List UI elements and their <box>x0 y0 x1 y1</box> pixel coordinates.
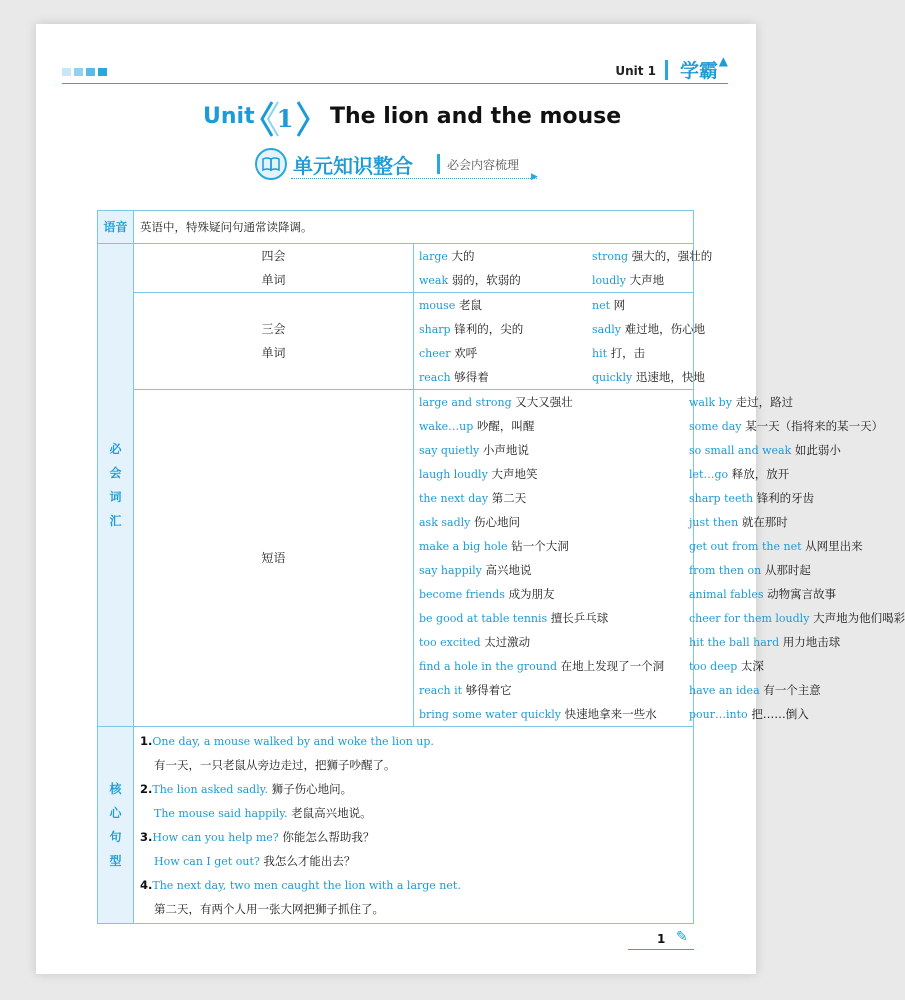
sentence-english: The mouse said happily. <box>154 807 288 820</box>
vocab-entry <box>592 365 785 389</box>
entry-chinese: 难过地，伤心地 <box>624 322 706 336</box>
three-words-label: 三会单词 <box>134 293 414 390</box>
vocab-entry <box>689 390 905 414</box>
entry-chinese: 太过激动 <box>484 635 531 649</box>
entry-english: be good at table tennis <box>419 612 548 625</box>
vocab-entry <box>419 462 689 486</box>
entry-english: loudly <box>592 274 626 287</box>
phonetics-text: 英语中，特殊疑问句通常读降调。 <box>134 211 694 244</box>
vocab-entry <box>419 365 592 389</box>
sentences-label: 核心句型 <box>98 727 134 924</box>
entry-english: so small and weak <box>689 444 792 457</box>
entry-chinese: 打，击 <box>610 346 646 360</box>
vocab-entry <box>592 268 785 292</box>
vocab-entry <box>419 414 689 438</box>
sentence-chinese: 我怎么才能出去？ <box>263 854 356 868</box>
entry-english: large <box>419 250 448 263</box>
section-heading <box>255 148 540 182</box>
vocab-entry <box>592 317 785 341</box>
entry-english: make a big hole <box>419 540 508 553</box>
vocab-entry <box>419 244 592 268</box>
graduation-cap-icon: ▲ <box>718 54 728 68</box>
four-words-label: 四会单词 <box>134 244 414 293</box>
sentence-translation: 第二天，有两个人用一张大网把狮子抓住了。 <box>154 902 384 916</box>
three-words-cell <box>414 293 706 390</box>
knowledge-table <box>97 210 905 924</box>
entry-english: cheer <box>419 347 451 360</box>
vocab-label: 必会词汇 <box>98 244 134 727</box>
entry-english: the next day <box>419 492 489 505</box>
vocab-entry <box>689 558 905 582</box>
vocab-entry <box>419 534 689 558</box>
entry-chinese: 伤心地问 <box>474 515 520 529</box>
sentences-cell <box>134 727 694 924</box>
entry-chinese: 把……倒入 <box>751 707 809 721</box>
vocab-entry <box>689 582 905 606</box>
entry-english: hit the ball hard <box>689 636 780 649</box>
entry-english: just then <box>689 516 739 529</box>
vocab-entry <box>689 462 905 486</box>
header-divider <box>665 60 668 80</box>
entry-english: from then on <box>689 564 762 577</box>
vocab-entry <box>419 558 689 582</box>
vocab-entry <box>419 268 592 292</box>
entry-english: get out from the net <box>689 540 802 553</box>
sentence-line <box>140 873 687 897</box>
entry-chinese: 某一天（指将来的某一天） <box>745 419 884 433</box>
vocab-entry <box>592 293 785 317</box>
entry-chinese: 又大又强壮 <box>515 395 573 409</box>
vocab-entry <box>689 630 905 654</box>
entry-chinese: 大声地笑 <box>491 467 538 481</box>
entry-english: net <box>592 299 611 312</box>
entry-chinese: 就在那时 <box>741 515 788 529</box>
entry-chinese: 弱的，软弱的 <box>451 273 521 287</box>
vocab-entry <box>689 438 905 462</box>
entry-chinese: 高兴地说 <box>485 563 532 577</box>
header-unit-label: Unit 1 <box>615 64 656 78</box>
entry-english: sharp <box>419 323 451 336</box>
sentence-line <box>140 897 687 921</box>
vocab-entry <box>419 702 689 726</box>
entry-english: quickly <box>592 371 633 384</box>
entry-chinese: 大声地为他们喝彩 <box>813 611 905 625</box>
sentence-english: How can I get out? <box>154 855 260 868</box>
page-number: 1 <box>657 932 666 946</box>
entry-english: mouse <box>419 299 456 312</box>
entry-english: say happily <box>419 564 482 577</box>
unit-title <box>0 96 790 142</box>
entry-chinese: 释放，放开 <box>731 467 790 481</box>
sentence-english: The next day, two men caught the lion with a large net. <box>152 879 461 892</box>
entry-chinese: 吵醒，叫醒 <box>476 419 535 433</box>
entry-chinese: 小声地说 <box>482 443 529 457</box>
lesson-title: The lion and the mouse <box>330 104 622 129</box>
vocab-entry <box>689 510 905 534</box>
entry-english: too deep <box>689 660 738 673</box>
arrow-right-icon: ▶ <box>531 172 538 182</box>
pen-icon: ✎ <box>676 929 688 945</box>
entry-chinese: 锋利的牙齿 <box>756 491 815 505</box>
entry-english: walk by <box>689 396 732 409</box>
sentence-chinese: 你能怎么帮助我？ <box>282 830 375 844</box>
sentence-line <box>140 753 687 777</box>
entry-chinese: 强大的，强壮的 <box>631 249 713 263</box>
entry-chinese: 第二天 <box>491 491 527 505</box>
entry-chinese: 迅速地，快地 <box>635 370 705 384</box>
sentence-number: 3. <box>140 830 153 844</box>
entry-english: have an idea <box>689 684 760 697</box>
unit-number: 1 <box>276 104 294 133</box>
vocab-entry <box>419 510 689 534</box>
vocab-entry <box>689 534 905 558</box>
phrases-label: 短语 <box>134 390 414 727</box>
entry-english: find a hole in the ground <box>419 660 557 673</box>
entry-english: animal fables <box>689 588 764 601</box>
vocab-entry <box>689 486 905 510</box>
entry-chinese: 在地上发现了一个洞 <box>560 659 665 673</box>
entry-english: let…go <box>689 468 729 481</box>
four-words-cell <box>414 244 713 293</box>
sentence-chinese: 老鼠高兴地说。 <box>291 806 372 820</box>
entry-english: too excited <box>419 636 481 649</box>
vocab-entry <box>419 582 689 606</box>
entry-chinese: 老鼠 <box>458 298 482 312</box>
entry-chinese: 大的 <box>451 249 475 263</box>
vocab-entry <box>689 702 905 726</box>
entry-chinese: 如此弱小 <box>794 443 841 457</box>
entry-chinese: 快速地拿来一些水 <box>564 707 657 721</box>
sentence-english: How can you help me? <box>152 831 279 844</box>
entry-english: laugh loudly <box>419 468 488 481</box>
entry-chinese: 动物寓言故事 <box>767 587 837 601</box>
section-note: 必会内容梳理 <box>447 158 520 172</box>
sentence-line <box>140 849 687 873</box>
phrases-cell <box>414 390 905 727</box>
footer-line <box>628 949 694 950</box>
sentence-translation: 有一天，一只老鼠从旁边走过，把狮子吵醒了。 <box>154 758 396 772</box>
page-header <box>62 48 728 84</box>
vocab-entry <box>419 606 689 630</box>
entry-english: reach <box>419 371 451 384</box>
entry-english: wake…up <box>419 420 474 433</box>
entry-chinese: 网 <box>613 298 626 312</box>
sentence-english: One day, a mouse walked by and woke the lion up. <box>152 735 434 748</box>
vocab-entry <box>689 654 905 678</box>
entry-english: say quietly <box>419 444 480 457</box>
entry-chinese: 太深 <box>740 659 764 673</box>
vocab-entry <box>689 678 905 702</box>
vocab-entry <box>419 341 592 365</box>
entry-english: weak <box>419 274 449 287</box>
sentence-english: The lion asked sadly. <box>152 783 268 796</box>
entry-english: become friends <box>419 588 505 601</box>
vocab-entry <box>419 678 689 702</box>
unit-number-badge <box>258 100 312 138</box>
sentence-chinese: 狮子伤心地问。 <box>271 782 353 796</box>
unit-word: Unit <box>203 104 255 129</box>
phonetics-label: 语音 <box>98 211 134 244</box>
entry-english: sadly <box>592 323 621 336</box>
sentence-line <box>140 825 687 849</box>
vocab-entry <box>689 414 905 438</box>
entry-chinese: 大声地 <box>629 273 665 287</box>
section-divider <box>437 154 440 174</box>
entry-chinese: 从那时起 <box>764 563 811 577</box>
entry-english: ask sadly <box>419 516 471 529</box>
brand-logo: 学霸 <box>679 60 718 82</box>
entry-chinese: 够得着它 <box>465 683 512 697</box>
section-title: 单元知识整合 <box>293 154 413 178</box>
entry-english: sharp teeth <box>689 492 754 505</box>
entry-english: large and strong <box>419 396 512 409</box>
sentence-number: 1. <box>140 734 153 748</box>
vocab-entry <box>419 630 689 654</box>
entry-chinese: 欢呼 <box>454 346 478 360</box>
sentence-number: 4. <box>140 878 153 892</box>
vocab-entry <box>419 486 689 510</box>
vocab-entry <box>592 244 785 268</box>
entry-chinese: 成为朋友 <box>508 587 555 601</box>
sentence-line <box>140 729 687 753</box>
entry-english: pour…into <box>689 708 748 721</box>
entry-english: cheer for them loudly <box>689 612 810 625</box>
vocab-entry <box>419 438 689 462</box>
entry-chinese: 用力地击球 <box>782 635 841 649</box>
section-underline <box>291 178 537 179</box>
vocab-entry <box>419 390 689 414</box>
entry-english: some day <box>689 420 742 433</box>
sentence-number: 2. <box>140 782 153 796</box>
vocab-entry <box>419 293 592 317</box>
entry-chinese: 擅长乒乓球 <box>550 611 609 625</box>
entry-chinese: 锋利的，尖的 <box>454 322 524 336</box>
entry-english: bring some water quickly <box>419 708 562 721</box>
entry-english: reach it <box>419 684 463 697</box>
vocab-entry <box>419 654 689 678</box>
vocab-entry <box>689 606 905 630</box>
entry-english: strong <box>592 250 629 263</box>
book-icon <box>255 148 287 180</box>
entry-chinese: 走过，路过 <box>735 395 794 409</box>
entry-chinese: 钻一个大洞 <box>511 539 569 553</box>
vocab-entry <box>592 341 785 365</box>
vocab-entry <box>419 317 592 341</box>
entry-chinese: 够得着 <box>454 370 489 384</box>
entry-chinese: 从网里出来 <box>805 539 863 553</box>
entry-english: hit <box>592 347 608 360</box>
entry-chinese: 有一个主意 <box>763 683 821 697</box>
sentence-line <box>140 801 687 825</box>
header-decoration <box>62 68 107 76</box>
sentence-line <box>140 777 687 801</box>
